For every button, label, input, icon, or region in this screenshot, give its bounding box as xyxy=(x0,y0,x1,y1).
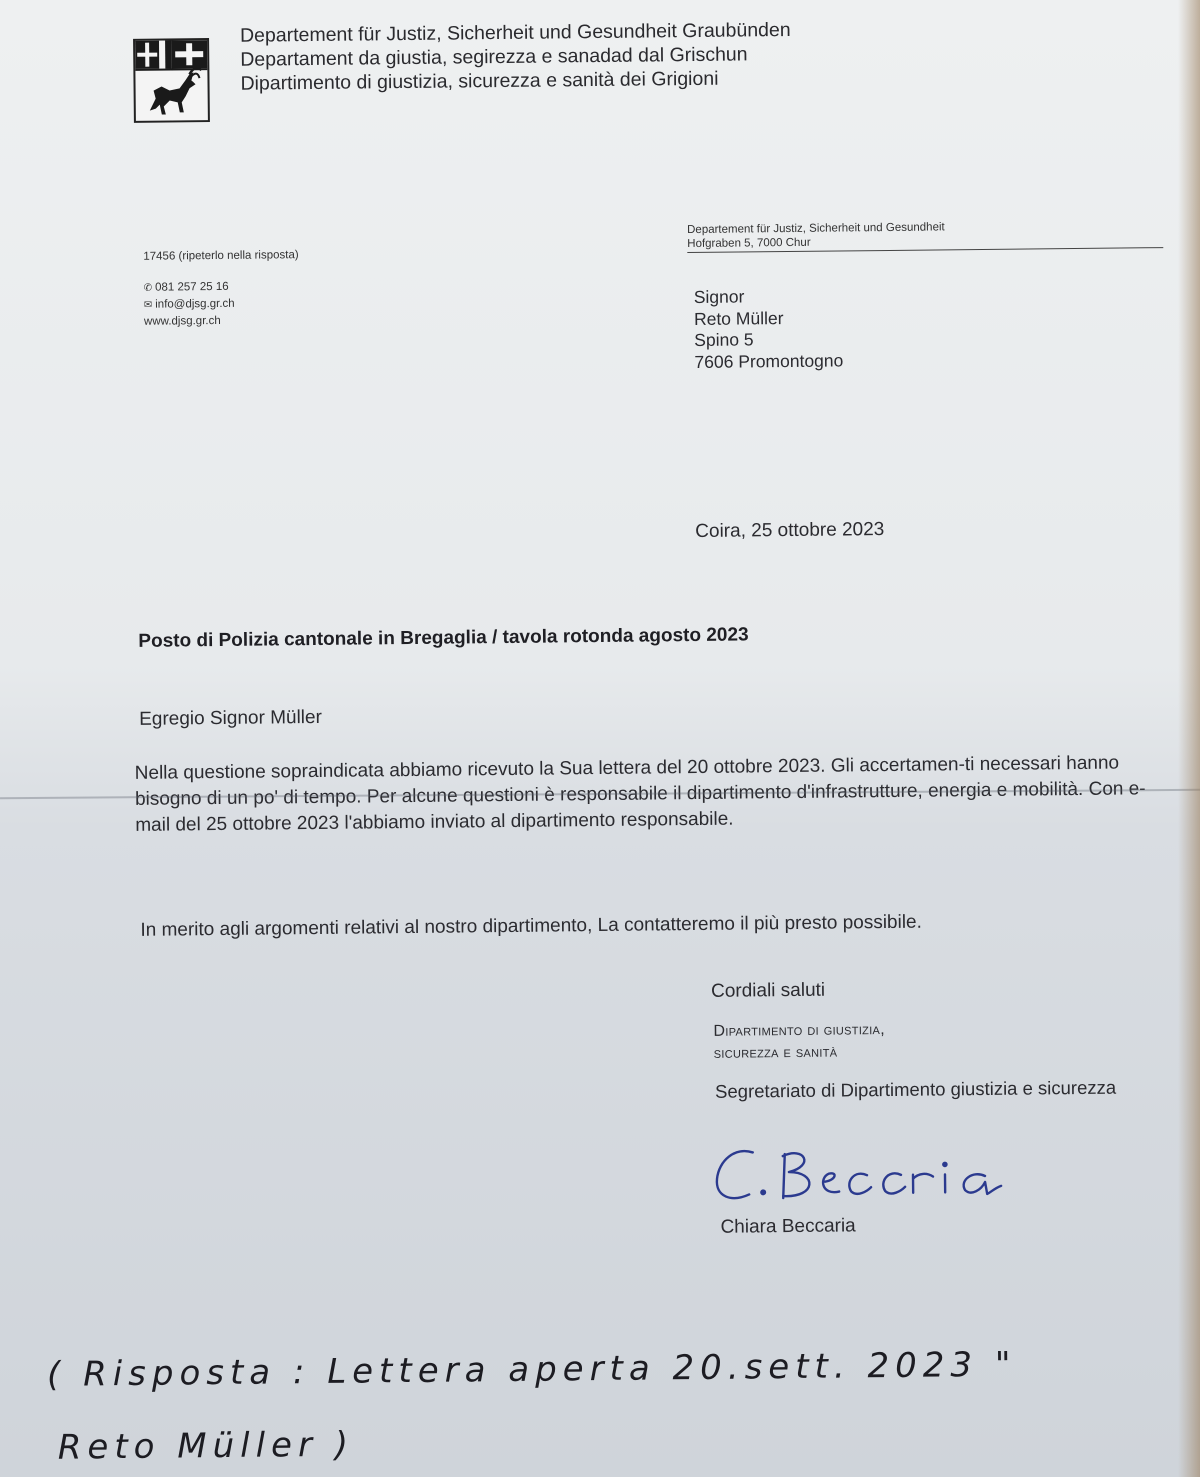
handwritten-note-line1: ( Risposta : Lettera aperta 20.sett. 2023 " xyxy=(46,1344,1017,1395)
return-address-line1: Departement für Justiz, Sicherheit und Gesundheit xyxy=(687,221,945,237)
body-paragraph-1: Nella questione sopraindicata abbiamo ricevuto la Sua lettera del 20 ottobre 2023. Gli accertamen-ti necessari hanno bisogno di un po' di tempo. Per alcune questioni è responsabile il dipartimento d'infrastrutture, energia e mobilità. Con e-mail del 25 ottobre 2023 l'abbiamo inviato al dipartimento responsabile. xyxy=(134,752,1146,836)
letterhead-line-german: Departement für Justiz, Sicherheit und Gesundheit Graubünden xyxy=(239,18,791,47)
handwritten-note-line2: Reto Müller ) xyxy=(57,1424,355,1468)
signing-department-line1: Dipartimento di giustizia, xyxy=(713,1021,885,1040)
letterhead-line-romansh: Departament da giustia, segirezza e sanadad dal Grischun xyxy=(240,43,748,71)
recipient-city: 7606 Promontogno xyxy=(694,349,844,372)
letterhead-line-italian: Dipartimento di giustizia, sicurezza e sanità dei Grigioni xyxy=(240,67,719,95)
coat-of-arms-icon xyxy=(135,40,208,121)
signing-department xyxy=(713,1019,885,1065)
letter-date: Coira, 25 ottobre 2023 xyxy=(695,519,885,542)
recipient-name: Reto Müller xyxy=(693,307,784,329)
return-address xyxy=(687,218,1163,253)
letter-subject: Posto di Polizia cantonale in Bregaglia / tavola rotonda agosto 2023 xyxy=(138,624,749,652)
department-letterhead xyxy=(240,18,791,96)
phone-line xyxy=(144,278,300,297)
email-icon: ✉ xyxy=(143,299,153,311)
page-edge-shadow xyxy=(1178,0,1200,1477)
closing-greeting: Cordiali saluti xyxy=(710,979,826,1002)
reference-contact-block xyxy=(143,247,299,331)
signing-department-line2: sicurezza e sanità xyxy=(713,1043,838,1062)
recipient-title: Signor xyxy=(693,286,745,307)
phone-icon: ✆ xyxy=(143,282,153,294)
recipient-street: Spino 5 xyxy=(694,329,754,350)
salutation: Egregio Signor Müller xyxy=(139,706,322,730)
body-paragraph-2: In merito agli argomenti relativi al nostro dipartimento, La contatteremo il più presto possibile. xyxy=(140,911,922,941)
signer-name: Chiara Beccaria xyxy=(720,1215,856,1238)
secretariat-name: Segretariato di Dipartimento giustizia e sicurezza xyxy=(714,1076,1117,1102)
reference-number: 17456 (ripeterlo nella risposta) xyxy=(143,249,299,263)
graubuenden-coat-of-arms-logo xyxy=(133,38,210,123)
return-address-line2: Hofgraben 5, 7000 Chur xyxy=(687,236,811,251)
handwritten-signature xyxy=(705,1133,1086,1217)
email-line xyxy=(144,295,300,314)
handwritten-note xyxy=(37,1320,1119,1477)
email-address: info@djsg.gr.ch xyxy=(155,297,235,311)
phone-number: 081 257 25 16 xyxy=(154,280,229,294)
recipient-address xyxy=(694,285,844,373)
website: www.djsg.gr.ch xyxy=(143,314,221,328)
